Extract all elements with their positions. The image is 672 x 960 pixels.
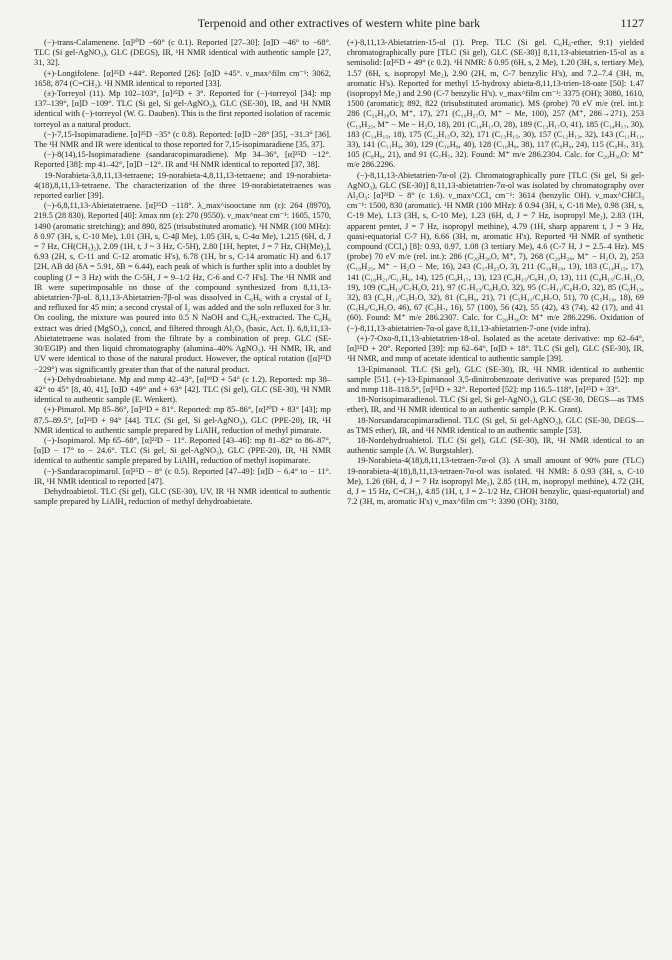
two-column-body bbox=[34, 38, 644, 507]
paragraph: Dehydroabietol. TLC (Si gel), GLC (SE-30), UV, IR ¹H NMR identical to authentic sample prepared by LiAlH₄ reduction of methyl dehydroabietate. bbox=[34, 486, 331, 507]
paragraph: (+)-8,11,13-Abietatrien-15-ol (1). Prep. TLC (Si gel. C₆H₆-ether, 9:1) yielded chromatographically pure [TLC (Si gel), GLC (SE-30)] 8,11,13-abietatrien-15-ol as a semisolid: [α]²⁵D + 49° (c 0.2). ¹H NMR: δ 0.95 (6H, s, 2 Me), 1.20 (3H, s, tertiary Me), 1.57 (6H, s, isopropyl Me₂), 2.90 (2H, m, C-7 benzylic H's), and 7.2–7.4 (3H, m, aromatic H's). Reported for methyl 15-hydroxy abieta-8,11,13-trien-18-oate [50]: 1.47 (isopropyl Me₂) and 2.90 (C-7 benzylic H's). ν_max^film cm⁻¹: 3375 (OH); 3080, 1610, 1500 (aromatic); 892, 822 (trisubstituted aromatic). MS (probe) 70 eV m/e (rel. int.): 286 (C₂₀H₃₀O, M⁺, 17), 271 (C₁₉H₂₇O, M⁺ − Me, 100), 257 (M⁺, 286→271), 253 (C₁₉H₂₅, M⁺ − Me − H₂O, 18), 201 (C₁₄H₁₇O, 28), 189 (C₁₃H₁₇O, 41), 185 (C₁₄H₁₇, 30), 183 (C₁₄H₁₅, 18), 175 (C₁₂H₁₅O, 32), 171 (C₁₃H₁₅, 30), 157 (C₁₂H₁₃, 32), 143 (C₁₁H₁₁, 33), 141 (C₁₁H₉, 30), 129 (C₁₀H₉, 40), 128 (C₁₀H₈, 38), 117 (C₉H₉, 24), 115 (C₉H₇, 31), 105 (C₈H₉, 21), and 91 (C₇H₇, 32). Found: M⁺ m/e 286.2304. Calc. for C₂₀H₃₀O: M⁺ m/e 286.2296. bbox=[347, 38, 644, 170]
paragraph: (−)-Sandaracopimarol. [α]²⁵D − 8° (c 0.5). Reported [47–49]: [α]D − 6.4° to − 11°. IR, ¹H NMR identical to reported [47]. bbox=[34, 466, 331, 486]
paragraph: (−)-Isopimarol. Mp 65–68°, [α]²²D − 11°. Reported [43–46]: mp 81–82° to 86–87°, [α]D − 17° to − 24.6°. TLC (Si gel, Si gel-AgNO₃), GLC (PPE-20), IR, ¹H NMR identical to authentic sample prepared by LiAlH₄ reduction of methyl isopimarate. bbox=[34, 435, 331, 466]
paragraph: (+)-Pimarol. Mp 85–86°, [α]²³D + 81°. Reported: mp 85–86°, [α]²⁰D + 83° [43]; mp 87.5–89.5°, [α]²²D + 94° [44]. TLC (Si gel, Si gel-AgNO₃), GLC (PPE-20), IR, ¹H NMR identical to authentic sample prepared by LiAlH₄ reduction of methyl pimarate. bbox=[34, 405, 331, 435]
running-title: Terpenoid and other extractives of western white pine bark bbox=[197, 16, 481, 30]
paragraph: (+)-7-Oxo-8,11,13-abietatrien-18-ol. Isolated as the acetate derivative: mp 62–64°, [α]²⁵D + 20°. Reported [39]: mp 62–64°, [α]D + 18°. TLC (Si gel), GLC (SE-30), IR, ¹H NMR, and mmp of acetate identical to authentic sample [39]. bbox=[347, 333, 644, 364]
paragraph: (−)-6,8,11,13-Abietatetraene. [α]²⁵D −118°. λ_max^isooctane nm (ε): 264 (8970), 219.5 (28 830). Reported [40]: λmax nm (ε): 270 (9550). ν_max^neat cm⁻¹: 1605, 1570, 1490 (aromatic stretching); and 890, 825 (trisubstituted aromatic). ¹H NMR (100 MHz): δ 0.97 (3H, s, C-10 Me), 1.01 (3H, s, C-4β Me), 1.05 (3H, s, C-4α Me), 1.215 (6H, d, J = 7 Hz, CH(CH₃)₂), 2.09 (1H, t, J ~ 3 Hz, C-5H), 2.80 [1H, heptet, J = 7 Hz, CH(Me)₂], 6.93 (2H, s, C-11 and C-12 aromatic H's), 6.78 (1H, br s, C-14 aromatic H) and 6.17 [2H, AB dd (δA = 5.91, δB = 6.44), each peak of which is further split into a doublet by coupling (J = 3 Hz) with the C-5H, J = 9–1/2 Hz, C-6 and C-7 H's]. The ¹H NMR and IR were superimposable on those of the compound synthesized from 8,11,13-abietatrien-7β-ol. 8,11,13-Abietatrien-7β-ol was dissolved in C₆H₆ with a crystal of I₂ and refluxed for 45 min; a second crystal of I₂ was added and the soln refluxed for 3 hr. On cooling, the mixture was poured into 0.5 N NaOH and C₆H₆-extracted. The C₆H₆ extract was dried (MgSO₄), concd, and filtered through Al₂O₃ (basic, Act. I). 6,8,11,13-Abietatetraene was isolated from the filtrate by a combination of prep. GLC (SE-30/EGIP) and then liquid chromatography (alumina–40% AgNO₃). ¹H NMR, IR, and UV were identical to those of the natural product. However, the optical rotation ([α]²³D −229°) was significantly greater than that of the natural product. bbox=[34, 201, 331, 374]
paragraph: (−)-8,11,13-Abietatrien-7α-ol (2). Chromatographically pure [TLC (Si gel, Si gel-AgNO₃), GLC (SE-30)] 8,11,13-abietatrien-7α-ol was isolated by chromatography over Al₂O₃: [α]²²D − 8° (c 1.6). ν_max^CCl₄ cm⁻¹: 3614 (benzylic OH). ν_max^CHCl₃ cm⁻¹: 1500, 830 (aromatic). ¹H NMR (100 MHz): δ 0.94 (3H, s, C-18 Me), 0.98 (3H, s, C-19 Me), 1.13 (3H, s, C-10 Me), 1.23 (6H, d, J = 7 Hz, isopropyl Me₂), 2.83 (1H, apparent pentet, J = 7 Hz, isopropyl methine), 4.79 (1H, sharp apparent t, J = 3 Hz, quasi-equatorial C-7 H), 6.66 (3H, m, aromatic H's). Reported ¹H NMR of synthetic compound (CCl₄) [8]: 0.93, 0.97, 1.08 (3 tertiary Me), 4.6 (C-7 H, J = 2.5–4 Hz). MS (probe) 70 eV m/e (rel. int.): 286 (C₂₀H₃₀O, M⁺, 7), 268 (C₂₀H₂₈, M⁺ − H₂O, 2), 253 (C₁₉H₂₅, M⁺ − H₂O − Me, 16), 243 (C₁₇H₂₃O, 3), 211 (C₁₆H₁₉, 13), 183 (C₁₄H₁₅, 17), 141 (C₁₀H₂₁/C₁₁H₉, 14), 125 (C₉H₁₇, 13), 123 (C₉H₁₅/C₈H₁₁O, 13), 111 (C₈H₁₅/C₇H₁₁O, 19), 109 (C₈H₁₃/C₇H₉O, 21), 97 (C₇H₁₃/C₆H₉O, 32), 95 (C₇H₁₁/C₆H₇O, 32), 85 (C₆H₁₃, 32), 83 (C₆H₁₁/C₅H₇O, 32), 81 (C₆H₉, 21), 71 (C₅H₁₁/C₄H₇O, 51), 70 (C₅H₁₀, 18), 69 (C₅H₉/C₄H₅O, 46), 67 (C₅H₇, 16), 57 (100), 56 (42), 55 (42), 43 (74), 42 (17), and 41 (60). Found: M⁺ m/e 286.2307. Calc. for C₂₀H₃₀O: M⁺ m/e 286.2296. Oxidation of (−)-8,11,13-abietatrien-7α-ol gave 8,11,13-abietatrien-7-one (vide infra). bbox=[347, 170, 644, 333]
paragraph: (±)-Torreyol (11). Mp 102–103°, [α]²⁵D + 3°. Reported for (−)-torreyol [34]: mp 137–139°, [α]D −109°. TLC (Si gel, Si gel-AgNO₃), GLC (SE-30), IR, and ¹H NMR identical with (−)-torreyol (W. G. Dauben). This is the first reported isolation of racemic torreyol as a natural product. bbox=[34, 89, 331, 129]
left-column bbox=[34, 38, 331, 507]
page-number: 1127 bbox=[620, 16, 644, 30]
paragraph: (−)-8(14),15-Isopimaradiene (sandaracopimaradiene). Mp 34–36°, [α]²⁵D −12°. Reported [38]: mp 41–42°, [α]D −12°. IR and ¹H NMR identical to reported [37, 38]. bbox=[34, 150, 331, 170]
paragraph: 19-Norabieta-4(18),8,11,13-tetraen-7α-ol (3). A small amount of 90% pure (TLC) 19-norabieta-4(18),8,11,13-tetraen-7α-ol was isolated. ¹H NMR: δ 0.93 (3H, s, C-10 Me), 1.26 (6H, d, J = 7 Hz isopropyl Me₂), 2.85 (1H, m, isopropyl methine), 4.72 (2H, d, J = 15 Hz, C=CH₂), 4.85 (1H, t, J = 2–1/2 Hz, CHOH benzylic, quasi-equatorial) and 7.2 (3H, m, aromatic H's) ν_max^film cm⁻¹: 3390 (OH); 3180, bbox=[347, 456, 644, 507]
paragraph: (−)-7,15-Isopimaradiene. [α]²⁵D −35° (c 0.8). Reported: [α]D −28° [35], −31.3° [36]. The ¹H NMR and IR were identical to those reported for 7,15-isopimaradiene [35, 37]. bbox=[34, 129, 331, 150]
paragraph: (+)-Longifolene. [α]²⁵D +44°. Reported [26]: [α]D +45°. ν_max^film cm⁻¹: 3062, 1658, 874 (C=CH₂). ¹H NMR identical to reported [33]. bbox=[34, 68, 331, 88]
paragraph: (−)-trans-Calamenene. [α]²⁰D −60° (c 0.1). Reported [27–30]: [α]D −46° to −68°. TLC (Si gel-AgNO₃), GLC (DEGS), IR, ¹H NMR identical with authentic sample [27, 31, 32]. bbox=[34, 38, 331, 68]
paragraph: 13-Epimanool. TLC (Si gel), GLC (SE-30), IR, ¹H NMR identical to authentic sample [51]. (+)-13-Epimanool 3,5-dinitrobenzoate derivative was prepared [52]: mp and mmp 118–118.5°, [α]²⁵D + 32°. Reported [52]: mp 116.5–118°, [α]²⁵D + 33°. bbox=[347, 364, 644, 394]
paragraph: 18-Norisopimaradienol. TLC (Si gel, Si gel-AgNO₃), GLC (SE-30, DEGS—as TMS ether), IR, and ¹H NMR identical to an authentic sample (P. K. Grant). bbox=[347, 395, 644, 415]
paragraph: 18-Nordehydroabietol. TLC (Si gel), GLC (SE-30), IR, ¹H NMR identical to an authentic sample (A. W. Burgstahler). bbox=[347, 435, 644, 456]
paragraph: (+)-Dehydroabietane. Mp and mmp 42–43°, [α]¹⁹D + 54° (c 1.2). Reported: mp 38–42° to 45° [8, 40, 41], [α]D +49° and + 63° [42]. TLC (Si gel), GLC (SE-30), ¹H NMR identical to authentic sample (E. Wenkert). bbox=[34, 374, 331, 405]
paragraph: 19-Norabieta-3,8,11,13-tetraene; 19-norabieta-4,8,11,13-tetraene; and 19-norabieta-4(18),8,11,13-tetraene. The characterization of the three 19-norabietatetraenes was reported earlier [39]. bbox=[34, 170, 331, 201]
paragraph: 18-Norsandaracopimaradienol. TLC (Si gel, Si gel-AgNO₃), GLC (SE-30, DEGS—as TMS ether), IR, and ¹H NMR identical to an authentic sample [53]. bbox=[347, 415, 644, 435]
running-head bbox=[34, 16, 644, 38]
right-column bbox=[347, 38, 644, 507]
